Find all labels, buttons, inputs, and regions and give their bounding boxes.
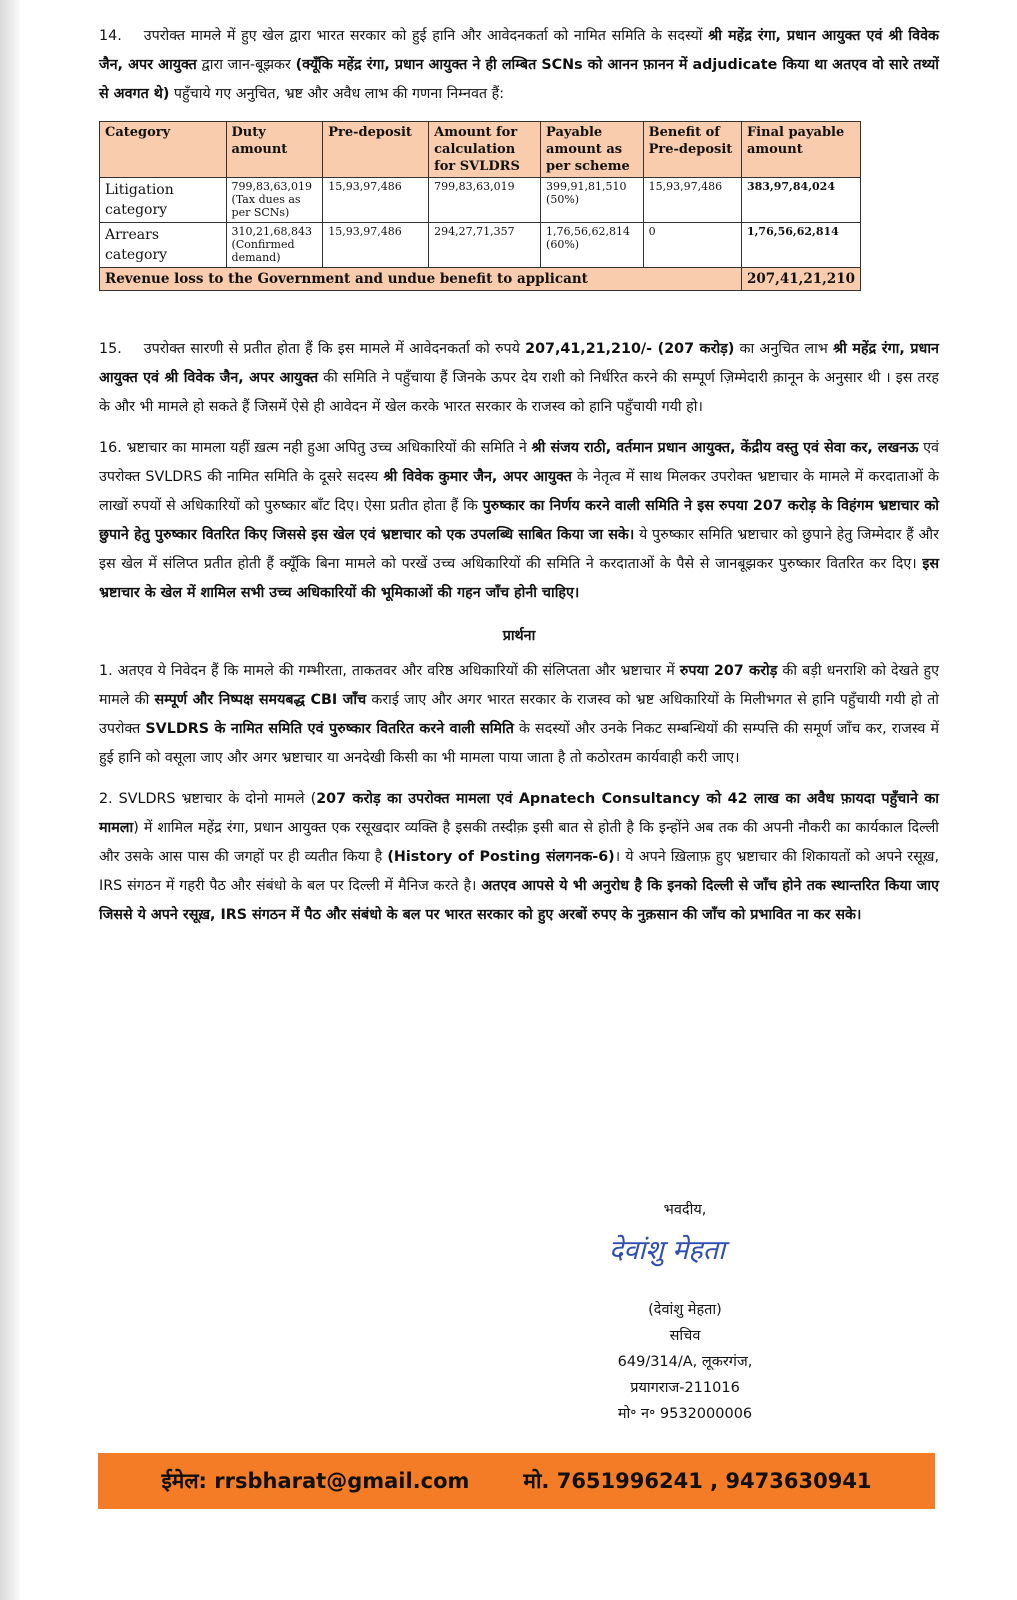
prayer-point-1: 1. अतएव ये निवेदन हैं कि मामले की गम्भीरता, ताकतवर और वरिष्ठ अधिकारियों की संलिप्तता और भ्रष्टाचार में रुपया 207 करोड़ की बड़ी धनराशि को देखते हुए मामले की सम्पूर्ण और निष्पक्ष समयबद्ध CBI जाँच कराई जाए और अगर भारत सरकार के राजस्व को भ्रष्ट अधिकारियों के मिलीभगत से हानि पहुँचायी गयी हो तो उपरोक्त SVLDRS के नामित समिति एवं पुरुष्कार वितरित करने वाली समिति के सदस्यों और उनके निकट सम्बन्धियों की सम्पत्ति की समूर्ण जाँच कर, राजस्व में हुई हानि को वसूला जाए और अगर भ्रष्टाचार या अनदेखी किसी का भी मामला पाया जाता है तो कठोरतम कार्यवाही करी जाए। [99, 663, 939, 766]
cell-category: Arrears category [100, 223, 227, 268]
paragraph-number: 14. [99, 28, 122, 44]
cell-benefit: 0 [643, 223, 741, 268]
header-amount-calculation: Amount for calculation for SVLDRS [429, 122, 541, 178]
signoff-block [560, 1297, 810, 1427]
paragraph-15: 15. उपरोक्त सारणी से प्रतीत होता हैं कि इस मामले में आवेदनकर्ता को रुपये 207,41,21,210/- (207 करोड़) का अनुचित लाभ श्री महेंद्र रंगा, प्रधान आयुक्त एवं श्री विवेक जैन, अपर आयुक्त की समिति ने पहुँचाया हैं जिनके ऊपर देय राशी को निर्धरित करने की सम्पूर्ण ज़िम्मेदारी क़ानून के अनुसार थी । इस तरह के और भी मामले हो सकते हैं जिसमें ऐसे ही आवेदन में खेल करके भारत सरकार के राजस्व को हानि पहुँचायी गयी हो। [99, 335, 939, 422]
paragraph-number: 2. [99, 791, 113, 807]
prayer-point-2: 2. SVLDRS भ्रष्टाचार के दोनो मामले (207 करोड़ का उपरोक्त मामला एवं Apnatech Consultancy को 42 लाख का अवैध फ़ायदा पहुँचाने का मामला) में शामिल महेंद्र रंगा, प्रधान आयुक्त एक रसूखदार व्यक्ति है इसकी तस्दीक़ इसी बात से होती है कि इन्होंने अब तक की अपनी नौकरी का कार्यकाल दिल्ली और उसके आस पास की जगहों पर ही व्यतीत किया है (History of Posting संलगनक-6)। ये अपने ख़िलाफ़ हुए भ्रष्टाचार की शिकायतों को अपने रसूख़, IRS संगठन में गहरी पैठ और संबंधो के बल पर दिल्ली में मैनिज करते है। अतएव आपसे ये भी अनुरोध है कि इनको दिल्ली से जाँच होने तक स्थान्तरित किया जाए जिससे ये अपने रसूख़, IRS संगठन में पैठ और संबंधो के बल पर भारत सरकार को हुए अरबों रुपए के नुक़सान की जाँच को प्रभावित ना कर सके। [99, 791, 940, 923]
cell-category: Litigation category [100, 178, 227, 223]
prayer-heading: प्रार्थना [502, 628, 536, 644]
cell-calc: 294,27,71,357 [429, 223, 541, 268]
closing: भवदीय, [663, 1202, 707, 1218]
cell-predeposit: 15,93,97,486 [323, 178, 429, 223]
address-line-1: 649/314/A, लूकरगंज, [617, 1354, 753, 1370]
cell-predeposit: 15,93,97,486 [323, 223, 429, 268]
signer-name: (देवांशु मेहता) [648, 1302, 722, 1318]
letter-page [99, 22, 939, 930]
footer-email: ईमेल: rrsbharat@gmail.com [161, 1469, 470, 1493]
cell-final: 1,76,56,62,814 [741, 223, 860, 268]
address-line-2: प्रयागराज-211016 [630, 1380, 740, 1396]
paragraph-number: 1. [99, 663, 113, 679]
paragraph-number: 15. [99, 341, 122, 357]
scan-left-edge [0, 0, 20, 1600]
table-row [100, 223, 861, 268]
cell-duty: 310,21,68,843 (Confirmed demand) [226, 223, 323, 268]
paragraph-number: 16. [99, 440, 122, 456]
contact-footer-bar [98, 1453, 935, 1509]
table-row [100, 178, 861, 223]
cell-payable: 1,76,56,62,814 (60%) [541, 223, 644, 268]
signer-phone: मो॰ न॰ 9532000006 [617, 1406, 753, 1422]
header-category: Category [100, 122, 227, 178]
header-pre-deposit: Pre-deposit [323, 122, 429, 178]
footer-phones: मो. 7651996241 , 9473630941 [523, 1469, 872, 1493]
header-final-payable: Final payable amount [741, 122, 860, 178]
table-header-row [100, 122, 861, 178]
cell-final: 383,97,84,024 [741, 178, 860, 223]
header-duty-amount: Duty amount [226, 122, 323, 178]
cell-calc: 799,83,63,019 [429, 178, 541, 223]
handwritten-signature [605, 1225, 805, 1275]
total-value: 207,41,21,210 [741, 268, 860, 291]
signature-text: देवांशु मेहता [609, 1235, 726, 1266]
paragraph-16: 16. भ्रष्टाचार का मामला यहीं ख़त्म नही हुआ अपितु उच्च अधिकारियों की समिति ने श्री संजय राठी, वर्तमान प्रधान आयुक्त, केंद्रीय वस्तु एवं सेवा कर, लखनऊ एवं उपरोक्त SVLDRS की नामित समिति के दूसरे सदस्य श्री विवेक कुमार जैन, अपर आयुक्त के नेतृत्व में साथ मिलकर उपरोक्त भ्रष्टाचार के मामले में करदाताओं के लाखों रुपयों से अधिकारियों को पुरुष्कार बाँट दिए। ऐसा प्रतीत होता हैं कि पुरुष्कार का निर्णय करने वाली समिति ने इस रुपया 207 करोड़ के विहंगम भ्रष्टाचार को छुपाने हेतु पुरुष्कार वितरित किए जिससे इस खेल एवं भ्रष्टाचार को एक उपलब्धि साबित किया जा सके। ये पुरुष्कार समिति भ्रष्टाचार को छुपाने हेतु जिम्मेदार हैं और इस खेल में संलिप्त प्रतीत होती हैं क्यूँकि बिना मामले को परखें उच्च अधिकारियों की समिति ने करदाताओं के पैसे से जानबूझकर पुरुष्कार वितरित कर दिए। इस भ्रष्टाचार के खेल में शामिल सभी उच्च अधिकारियों की भूमिकाओं की गहन जाँच होनी चाहिए। [99, 440, 940, 601]
total-label: Revenue loss to the Government and undue benefit to applicant [100, 268, 742, 291]
revenue-loss-table [99, 121, 861, 291]
paragraph-14: 14. उपरोक्त मामले में हुए खेल द्वारा भारत सरकार को हुई हानि और आवेदनकर्ता को नामित समिति के सदस्यों श्री महेंद्र रंगा, प्रधान आयुक्त एवं श्री विवेक जैन, अपर आयुक्त द्वारा जान-बूझकर (क्यूँकि महेंद्र रंगा, प्रधान आयुक्त ने ही लम्बित SCNs को आनन फ़ानन में adjudicate किया था अतएव वो सारे तथ्यों से अवगत थे) पहुँचाये गए अनुचित, भ्रष्ट और अवैध लाभ की गणना निम्नवत हैं: [99, 22, 939, 109]
cell-benefit: 15,93,97,486 [643, 178, 741, 223]
header-payable-amount: Payable amount as per scheme [541, 122, 644, 178]
table-total-row [100, 268, 861, 291]
header-benefit-predeposit: Benefit of Pre-deposit [643, 122, 741, 178]
cell-duty: 799,83,63,019 (Tax dues as per SCNs) [226, 178, 323, 223]
signer-designation: सचिव [669, 1328, 701, 1344]
cell-payable: 399,91,81,510 (50%) [541, 178, 644, 223]
